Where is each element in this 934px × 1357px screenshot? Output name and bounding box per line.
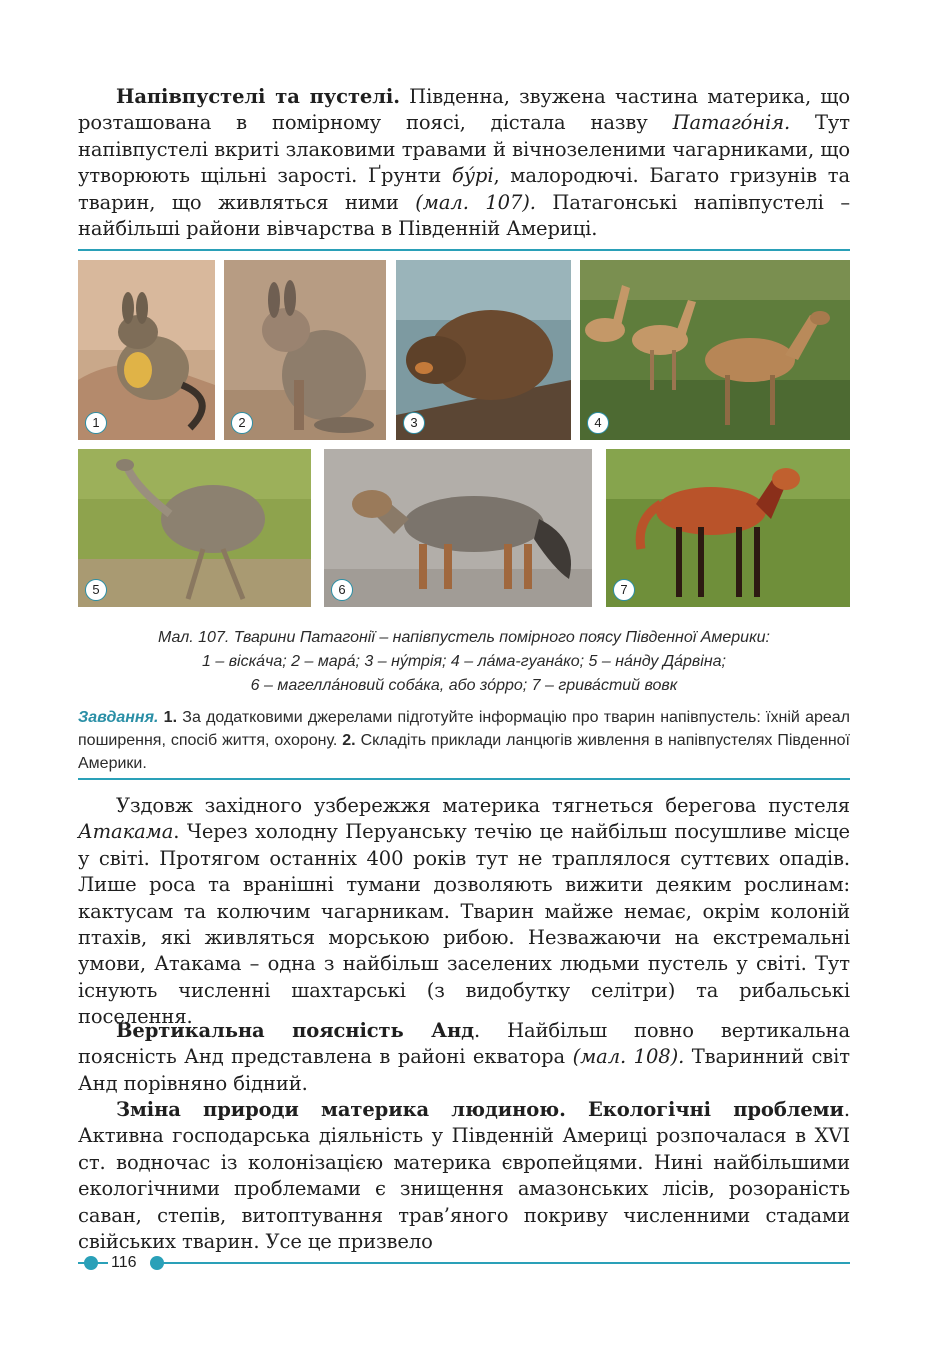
footer-line-left [78, 1262, 108, 1264]
photo-culpeo-zorro [324, 449, 592, 607]
figure-caption: Мал. 107. Тварини Патагонії – напівпустель помірного поясу Південної Америки: 1 – віска́ча; 2 – мара́; 3 – ну́трія; 4 – ла́ма-гуана́ко; 5 – на́нду Да́рвіна; 6 – магелла́новий соба́ка, або зо́рро; 7 – грива́стий вовк [158, 629, 770, 694]
photo-mara [224, 260, 386, 440]
photo-number-badge: 3 [403, 412, 425, 434]
task-label: Завдання. [78, 709, 159, 726]
photo-number-badge: 2 [231, 412, 253, 434]
top-divider [78, 249, 850, 251]
page-footer [78, 1253, 850, 1273]
page-number: 116 [111, 1254, 137, 1271]
atacama-paragraph: Уздовж західного узбережжя материка тягнеться берегова пустеля Атакама. Через холодну Перуанську течію це найбільш посушливе місце у світі. Протягом останніх 400 років тут не траплялося суттєвих опадів. Лише роса та вранішні тумани дозволяють вижити деяким рослинам: кактусам та колючим чагарникам. Тварин майже немає, окрім колоній птахів, які живляться морською рибою. Незважаючи на екстремальні умови, Атакама – одна з найбільш заселених людьми пустель у світі. Тут існують численні шахтарські (з видобутку селітри) та рибальські поселення. [78, 794, 850, 1029]
intro-paragraph: Напівпустелі та пустелі. Південна, звужена частина материка, що розташована в помірному поясі, дістала назву Патаго́нія. Тут напівпустелі вкриті злаковими травами й вічнозеленими чагарниками, що утворюють щільні зарості. Ґрунти бу́рі, малородючі. Багато гризунів та тварин, що живляться ними (мал. 107). Патагонські напівпустелі – найбільші райони вівчарства в Південній Америці. [78, 85, 850, 241]
andes-paragraph: Вертикальна поясність Анд. Найбільш повно вертикальна поясність Анд представлена в районі екватора (мал. 108). Тваринний світ Анд порівняно бідний. [78, 1019, 850, 1095]
photo-number-badge: 4 [587, 412, 609, 434]
photo-maned-wolf [606, 449, 850, 607]
bottom-divider [78, 778, 850, 780]
photo-viscacha [78, 260, 215, 440]
photo-number-badge: 5 [85, 579, 107, 601]
human-impact-paragraph: Зміна природи материка людиною. Екологічні проблеми. Активна господарська діяльність у Південній Америці розпочалася в XVI ст. водночас із колонізацією материка європейцями. Нині найбільшими екологічними проблемами є знищення амазонських лісів, розораність саван, степів, витоптування трав’яного покриву численними стадами свійських тварин. Усе це призвело [78, 1098, 850, 1254]
photo-number-badge: 6 [331, 579, 353, 601]
photo-darwins-rhea [78, 449, 311, 607]
photo-number-badge: 1 [85, 412, 107, 434]
footer-line-right [156, 1262, 850, 1264]
photo-nutria [396, 260, 571, 440]
task-block: Завдання. 1. За додатковими джерелами підготуйте інформацію про тварин напівпустель: їхній ареал поширення, спосіб життя, охорону. 2. Складіть приклади ланцюгів живлення в напівпустелях Південної Америки. [78, 709, 850, 772]
intro-heading: Напівпустелі та пустелі. [116, 85, 400, 108]
photo-guanaco [580, 260, 850, 440]
photo-number-badge: 7 [613, 579, 635, 601]
